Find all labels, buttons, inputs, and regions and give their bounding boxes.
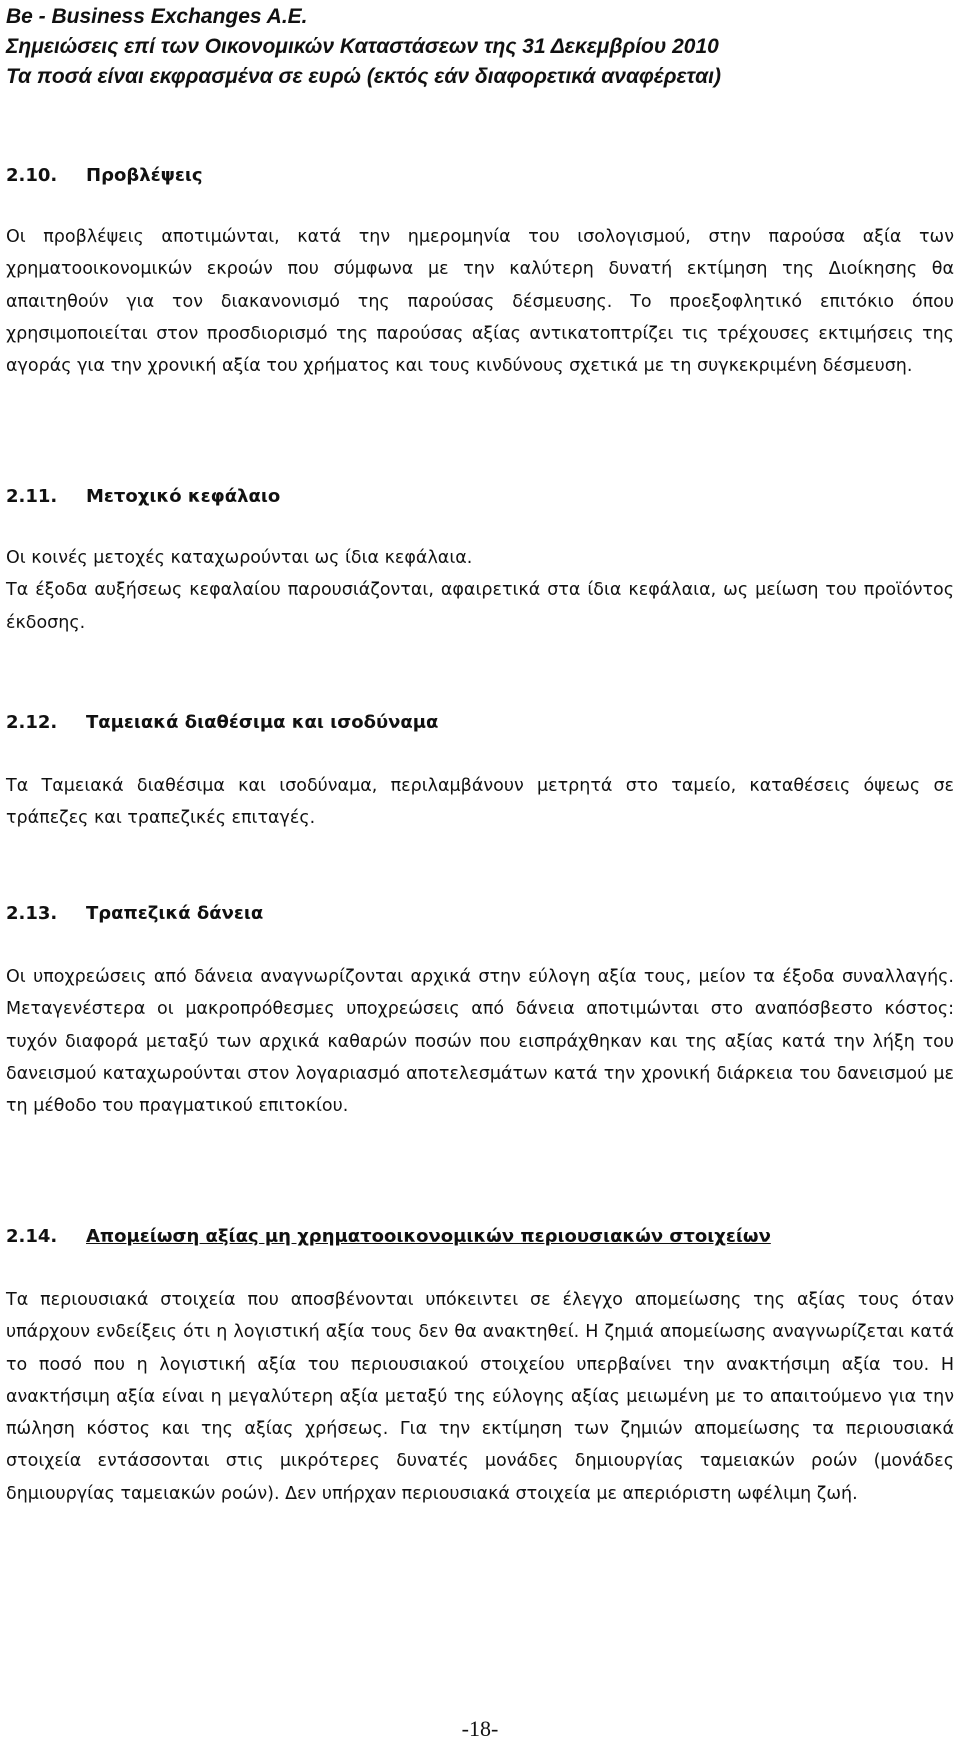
section-heading [6, 1224, 954, 1250]
page-number: -18- [461, 1716, 499, 1741]
document-title: Σημειώσεις επί των Οικονομικών Καταστάσεων της 31 Δεκεμβρίου 2010 [6, 35, 719, 58]
section-paragraph: Οι κοινές μετοχές καταχωρούνται ως ίδια κεφάλαια. [6, 548, 473, 568]
section-number: 2.13. [6, 903, 58, 924]
section-number: 2.10. [6, 165, 58, 186]
section-paragraph: Τα έξοδα αυξήσεως κεφαλαίου παρουσιάζονται, αφαιρετικά στα ίδια κεφάλαια, ως μείωση του προϊόντος έκδοσης. [6, 580, 954, 633]
section-share-capital [6, 484, 954, 639]
section-impairment [6, 1224, 954, 1510]
section-number: 2.14. [6, 1226, 58, 1247]
section-heading [6, 901, 954, 927]
section-title: Μετοχικό κεφάλαιο [86, 486, 281, 507]
currency-note: Τα ποσά είναι εκφρασμένα σε ευρώ (εκτός εάν διαφορετικά αναφέρεται) [6, 65, 721, 88]
section-title: Προβλέψεις [86, 165, 203, 186]
section-paragraph: Τα περιουσιακά στοιχεία που αποσβένονται υπόκειντει σε έλεγχο απομείωσης της αξίας τους όταν υπάρχουν ενδείξεις ότι η λογιστική αξία τους δεν θα ανακτηθεί. Η ζημιά απομείωσης αναγνωρίζεται κατά το ποσό που η λογιστική αξία του περιουσιακού στοιχείου υπερβαίνει την ανακτήσιμη αξία του. Η ανακτήσιμη αξία είναι η μεγαλύτερη αξία μεταξύ της εύλογης αξίας μειωμένη με το απαιτούμενο για την πώληση κόστος και της αξίας χρήσεως. Για την εκτίμηση των ζημιών απομείωσης τα περιουσιακά στοιχεία εντάσσονται στις μικρότερες δυνατές μονάδες δημιουργίας ταμειακών ροών (μονάδες δημιουργίας ταμειακών ροών). Δεν υπήρχαν περιουσιακά στοιχεία με απεριόριστη ωφέλιμη ζωή. [6, 1290, 954, 1504]
section-paragraph: Τα Ταμειακά διαθέσιμα και ισοδύναμα, περιλαμβάνουν μετρητά στο ταμείο, καταθέσεις όψεως σε τράπεζες και τραπεζικές επιταγές. [6, 776, 954, 829]
section-heading [6, 710, 954, 736]
section-number: 2.11. [6, 486, 58, 507]
page-header [6, 2, 954, 92]
company-name: Be - Business Exchanges A.E. [6, 5, 308, 28]
section-title: Απομείωση αξίας μη χρηματοοικονομικών περιουσιακών στοιχείων [86, 1226, 771, 1247]
section-number: 2.12. [6, 712, 58, 733]
section-title: Τραπεζικά δάνεια [86, 903, 264, 924]
section-paragraph: Οι υποχρεώσεις από δάνεια αναγνωρίζονται αρχικά στην εύλογη αξία τους, μείον τα έξοδα συναλλαγής. Μεταγενέστερα οι μακροπρόθεσμες υποχρεώσεις από δάνεια αποτιμώνται στο αναπόσβεστο κόστος: τυχόν διαφορά μεταξύ των αρχικά καθαρών ποσών που εισπράχθηκαν και της αξίας κατά την λήξη του δανεισμού καταχωρούνται στον λογαριασμό αποτελεσμάτων κατά την χρονική διάρκεια του δανεισμού με τη μέθοδο του πραγματικού επιτοκίου. [6, 967, 954, 1117]
section-provisions [6, 163, 954, 382]
section-heading [6, 484, 954, 510]
section-bank-loans [6, 901, 954, 1122]
section-heading [6, 163, 954, 189]
section-paragraph: Οι προβλέψεις αποτιμώνται, κατά την ημερομηνία του ισολογισμού, στην παρούσα αξία των χρηματοοικονομικών εκροών που σύμφωνα με την καλύτερη δυνατή εκτίμηση της Διοίκησης θα απαιτηθούν για τον διακανονισμό της παρούσας δέσμευσης. Το προεξοφλητικό επιτόκιο όπου χρησιμοποιείται στον προσδιορισμό της παρούσας αξίας αντικατοπτρίζει τις τρέχουσες εκτιμήσεις της αγοράς για την χρονική αξία του χρήματος και τους κινδύνους σχετικά με τη συγκεκριμένη δέσμευση. [6, 227, 954, 377]
section-title: Ταμειακά διαθέσιμα και ισοδύναμα [86, 712, 439, 733]
section-cash [6, 710, 954, 835]
